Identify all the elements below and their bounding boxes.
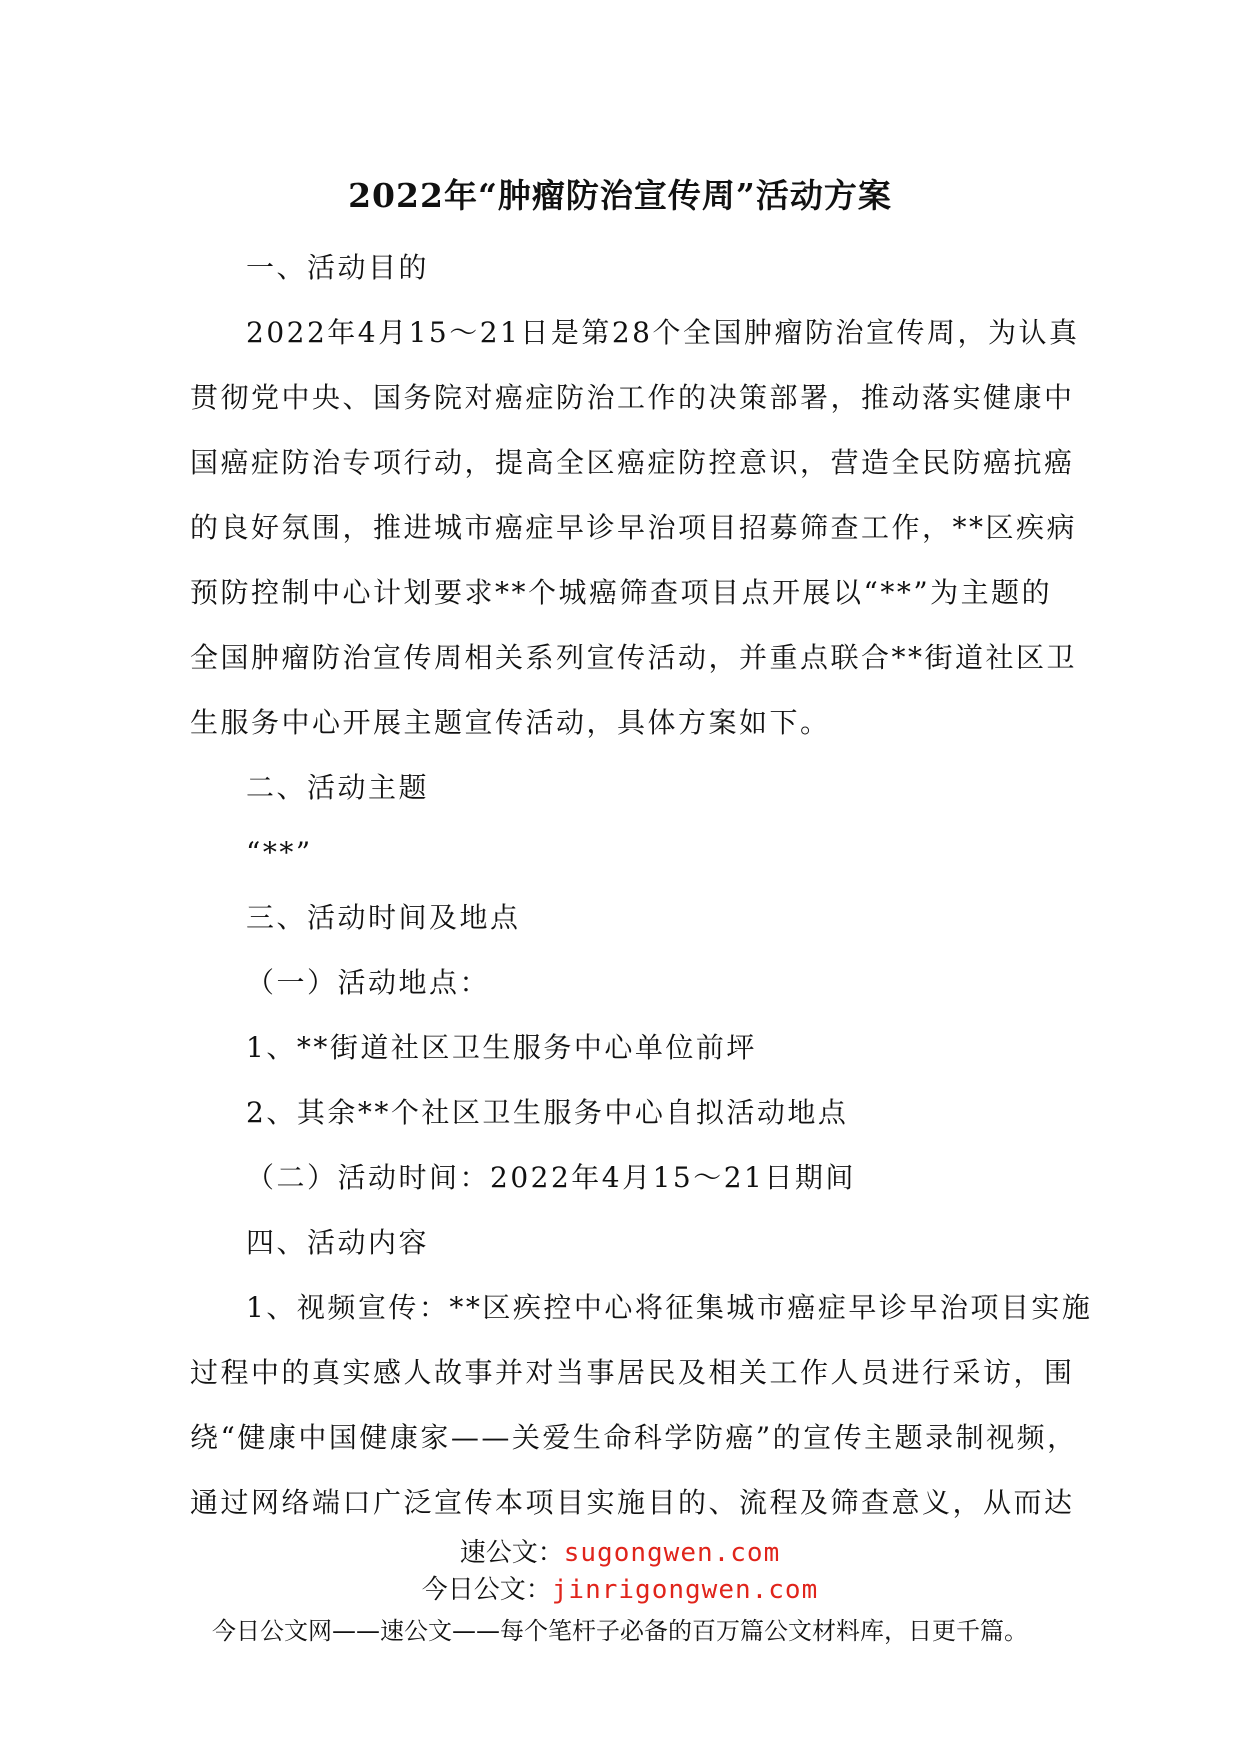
paragraph-line: 2022年4月15～21日是第28个全国肿瘤防治宣传周，为认真	[246, 316, 1080, 349]
watermark-footer	[0, 1535, 1240, 1651]
location-item: 1、**街道社区卫生服务中心单位前坪	[246, 1031, 757, 1064]
heading-theme: 二、活动主题	[246, 771, 430, 804]
subheading-location: （一）活动地点：	[246, 966, 491, 999]
footer-link[interactable]: jinrigongwen.com	[551, 1575, 819, 1605]
document-title: 2022年“肿瘤防治宣传周”活动方案	[348, 176, 892, 215]
paragraph-line: 过程中的真实感人故事并对当事居民及相关工作人员进行采访，围	[190, 1356, 1075, 1389]
paragraph-line: 通过网络端口广泛宣传本项目实施目的、流程及筛查意义，从而达	[190, 1486, 1075, 1519]
footer-label: 今日公文：	[421, 1575, 552, 1605]
paragraph-line: 生服务中心开展主题宣传活动，具体方案如下。	[190, 706, 831, 739]
footer-slogan: 今日公文网——速公文——每个笔杆子必备的百万篇公文材料库，日更千篇。	[212, 1617, 1028, 1645]
footer-label: 速公文：	[459, 1538, 564, 1568]
heading-purpose: 一、活动目的	[246, 251, 430, 284]
subheading-time: （二）活动时间：2022年4月15～21日期间	[246, 1161, 856, 1194]
theme-value: “**”	[246, 836, 313, 869]
heading-content: 四、活动内容	[246, 1226, 430, 1259]
paragraph-line: 1、视频宣传：**区疾控中心将征集城市癌症早诊早治项目实施	[246, 1291, 1093, 1324]
paragraph-line: 绕“健康中国健康家——关爱生命科学防癌”的宣传主题录制视频，	[190, 1421, 1078, 1454]
paragraph-line: 国癌症防治专项行动，提高全区癌症防控意识，营造全民防癌抗癌	[190, 446, 1075, 479]
heading-time-location: 三、活动时间及地点	[246, 901, 521, 934]
footer-sugongwen-row	[0, 1535, 1240, 1572]
paragraph-line: 贯彻党中央、国务院对癌症防治工作的决策部署，推动落实健康中	[190, 381, 1075, 414]
paragraph-line: 的良好氛围，推进城市癌症早诊早治项目招募筛查工作，**区疾病	[190, 511, 1078, 544]
paragraph-line: 预防控制中心计划要求**个城癌筛查项目点开展以“**”为主题的	[190, 576, 1053, 609]
location-item: 2、其余**个社区卫生服务中心自拟活动地点	[246, 1096, 849, 1129]
footer-jinrigongwen-row	[0, 1572, 1240, 1609]
document-body	[190, 235, 1093, 1535]
footer-link[interactable]: sugongwen.com	[563, 1538, 781, 1568]
paragraph-line: 全国肿瘤防治宣传周相关系列宣传活动，并重点联合**街道社区卫	[190, 641, 1078, 674]
